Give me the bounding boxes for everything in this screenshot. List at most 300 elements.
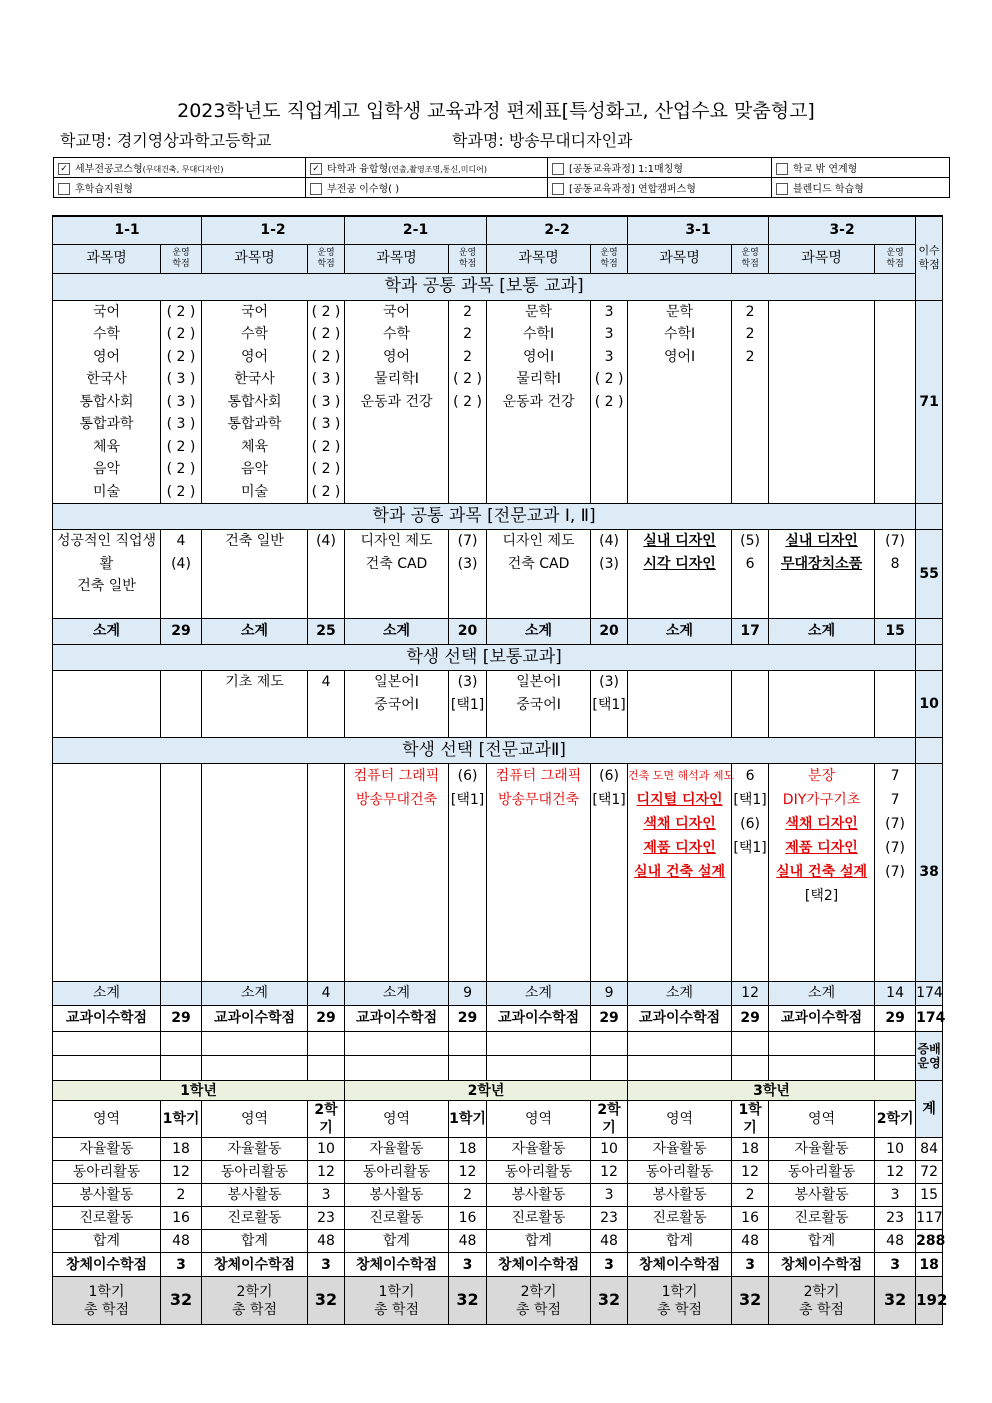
- option-cell: [54, 178, 306, 198]
- course-credit-label: 교과이수학점: [628, 1006, 732, 1032]
- activity-value: 10: [875, 1138, 916, 1161]
- year-header: 3학년: [628, 1081, 916, 1101]
- subtotal-label: 소계: [345, 982, 449, 1006]
- multiplied-operation-label: 증배 운영: [916, 1032, 943, 1081]
- subject-list: [628, 671, 732, 738]
- activity-name: 진로활동: [53, 1207, 161, 1230]
- creative-credit-label: 창체이수학점: [487, 1253, 591, 1277]
- semester-total-label: 1학기 총 학점: [628, 1277, 732, 1325]
- activity-name: 동아리활동: [487, 1161, 591, 1184]
- creative-credit-label: 창체이수학점: [769, 1253, 875, 1277]
- subject-list: [769, 764, 875, 982]
- subtotal-value: 9: [449, 982, 487, 1006]
- subtotal-value: 4: [308, 982, 345, 1006]
- blank-cell: [308, 1032, 345, 1056]
- blank-cell: [628, 1056, 732, 1081]
- blank-cell: [345, 1032, 449, 1056]
- blank-cell: [591, 1056, 628, 1081]
- option-cell: [306, 178, 548, 198]
- term-header: 1학기: [161, 1101, 202, 1138]
- area-header: 영역: [202, 1101, 308, 1138]
- credit-list: (5) 6: [732, 530, 769, 619]
- term-header: 2학기: [875, 1101, 916, 1138]
- activity-value: 16: [449, 1207, 487, 1230]
- term-header: 2학기: [591, 1101, 628, 1138]
- activity-value: 48: [591, 1230, 628, 1253]
- activity-name: 합계: [628, 1230, 732, 1253]
- blank-cell: [769, 1056, 875, 1081]
- empty-cell: [202, 764, 308, 982]
- activity-value: 10: [591, 1138, 628, 1161]
- section-elective-general: 학생 선택 [보통교과]: [53, 645, 916, 671]
- subject-col-header: 과목명: [487, 244, 591, 273]
- elective-subject: 제품 디자인: [643, 840, 716, 856]
- checkbox-icon[interactable]: [552, 163, 564, 175]
- subject-list: 기초 제도: [202, 671, 308, 738]
- subject-list: 컴퓨터 그래픽 방송무대건축: [487, 764, 591, 982]
- subtotal-label: 소계: [628, 982, 732, 1006]
- semester-total-value: 32: [308, 1277, 345, 1325]
- blank-cell: [732, 1032, 769, 1056]
- activity-value: 10: [308, 1138, 345, 1161]
- activity-name: 봉사활동: [53, 1184, 161, 1207]
- activity-name: 자율활동: [202, 1138, 308, 1161]
- subject-list: 국어 수학 영어 한국사 통합사회 통합과학 체육 음악 미술: [53, 300, 161, 504]
- course-credit-label: 교과이수학점: [769, 1006, 875, 1032]
- activity-name: 진로활동: [202, 1207, 308, 1230]
- activity-total: 15: [916, 1184, 943, 1207]
- creative-credit-label: 창체이수학점: [345, 1253, 449, 1277]
- blank-cell: [449, 1032, 487, 1056]
- subtotal-value: 9: [591, 982, 628, 1006]
- credit-col-header: 운영 학점: [161, 244, 202, 273]
- creative-credit-total: 18: [916, 1253, 943, 1277]
- activity-name: 합계: [345, 1230, 449, 1253]
- option-detail: (연출,촬영조명,통신,미디어): [388, 165, 488, 174]
- subtotal-label: 소계: [628, 619, 732, 645]
- activity-name: 자율활동: [345, 1138, 449, 1161]
- elective-credit: (7): [885, 816, 905, 832]
- checkbox-icon[interactable]: [58, 183, 70, 195]
- activity-value: 16: [732, 1207, 769, 1230]
- blank-cell: [916, 738, 943, 764]
- area-header: 영역: [769, 1101, 875, 1138]
- elective-credit: (7): [885, 840, 905, 856]
- elective-subject: 색채 디자인: [785, 816, 858, 832]
- credit-list: [161, 671, 202, 738]
- activity-name: 동아리활동: [202, 1161, 308, 1184]
- activity-value: 12: [449, 1161, 487, 1184]
- option-label: 세부전공코스형: [75, 164, 143, 175]
- activity-value: 12: [732, 1161, 769, 1184]
- activity-name: 합계: [53, 1230, 161, 1253]
- section-total: 10: [916, 671, 943, 738]
- option-cell: [548, 158, 772, 178]
- option-label: 부전공 이수형( ): [327, 184, 400, 195]
- activity-name: 자율활동: [53, 1138, 161, 1161]
- activity-value: 18: [449, 1138, 487, 1161]
- section-total: 38: [916, 764, 943, 982]
- elective-credit: 7: [890, 768, 900, 784]
- blank-cell: [591, 1032, 628, 1056]
- credit-list: ( 2 ) ( 2 ) ( 2 ) ( 3 ) ( 3 ) ( 3 ) ( 2 ) ( 2 ) ( 2 ): [161, 300, 202, 504]
- elective-credit: [택1]: [733, 792, 767, 808]
- grand-total: 192: [916, 1277, 943, 1325]
- activity-value: 16: [161, 1207, 202, 1230]
- semester-total-value: 32: [591, 1277, 628, 1325]
- subject-list: 문학 수학Ⅰ 영어Ⅰ 물리학Ⅰ 운동과 건강: [487, 300, 591, 504]
- subject-list: 실내 디자인 시각 디자인: [628, 530, 732, 619]
- checkbox-icon[interactable]: [776, 163, 788, 175]
- subtotal-total: 174: [916, 982, 943, 1006]
- semester-total-label: 1학기 총 학점: [53, 1277, 161, 1325]
- elective-subject: [택2]: [804, 888, 839, 904]
- elective-subject: 건축 도면 해석과 제도: [628, 769, 735, 782]
- subject-list: [53, 671, 161, 738]
- blank-cell: [161, 1032, 202, 1056]
- activity-name: 봉사활동: [628, 1184, 732, 1207]
- activity-value: 12: [161, 1161, 202, 1184]
- blank-cell: [161, 1056, 202, 1081]
- semester-total-value: 32: [732, 1277, 769, 1325]
- option-cell: [54, 158, 306, 178]
- activity-name: 봉사활동: [345, 1184, 449, 1207]
- credit-col-header: 운영 학점: [449, 244, 487, 273]
- area-header: 영역: [487, 1101, 591, 1138]
- semester-header: 2-1: [345, 216, 487, 244]
- course-credit-total: 174: [916, 1006, 943, 1032]
- checkbox-icon[interactable]: [776, 183, 788, 195]
- year-header: 1학년: [53, 1081, 345, 1101]
- semester-total-value: 32: [449, 1277, 487, 1325]
- section-common-general: 학과 공통 과목 [보통 교과]: [53, 273, 916, 300]
- option-cell: [772, 158, 950, 178]
- credit-list: (3) [택1]: [449, 671, 487, 738]
- elective-credit: (6): [740, 816, 760, 832]
- option-label: 블렌디드 학습형: [793, 184, 864, 195]
- semester-total-label: 2학기 총 학점: [487, 1277, 591, 1325]
- creative-credit-value: 3: [308, 1253, 345, 1277]
- activity-value: 48: [449, 1230, 487, 1253]
- subtotal-label: 소계: [769, 982, 875, 1006]
- area-header: 영역: [628, 1101, 732, 1138]
- credit-col-header: 운영 학점: [875, 244, 916, 273]
- page-title: 2023학년도 직업계고 입학생 교육과정 편제표[특성화고, 산업수요 맞춤형고]: [177, 100, 815, 122]
- credit-list: [732, 671, 769, 738]
- credit-list: (4): [308, 530, 345, 619]
- blank-cell: [732, 1056, 769, 1081]
- creative-credit-value: 3: [449, 1253, 487, 1277]
- blank-cell: [916, 645, 943, 671]
- elective-subject: 실내 건축 설계: [634, 864, 726, 880]
- activity-value: 2: [161, 1184, 202, 1207]
- option-table: [53, 157, 950, 198]
- blank-cell: [916, 619, 943, 645]
- option-label: 타학과 융합형: [327, 164, 389, 175]
- subject-list: [628, 764, 735, 982]
- blank-cell: [916, 504, 943, 530]
- subject-list: 디자인 제도 건축 CAD: [487, 530, 591, 619]
- section-elective-vocational: 학생 선택 [전문교과Ⅱ]: [53, 738, 916, 764]
- subtotal-value: 25: [308, 619, 345, 645]
- semester-header: 2-2: [487, 216, 628, 244]
- blank-cell: [769, 1032, 875, 1056]
- activity-name: 봉사활동: [202, 1184, 308, 1207]
- course-credit-value: 29: [591, 1006, 628, 1032]
- credit-list: (6) [택1]: [449, 764, 487, 982]
- course-credit-label: 교과이수학점: [487, 1006, 591, 1032]
- activity-value: 3: [308, 1184, 345, 1207]
- activity-value: 12: [591, 1161, 628, 1184]
- empty-cell: [308, 764, 345, 982]
- course-credit-value: 29: [732, 1006, 769, 1032]
- subject-list: 국어 수학 영어 물리학Ⅰ 운동과 건강: [345, 300, 449, 504]
- blank-cell: [875, 1056, 916, 1081]
- curriculum-table: [52, 215, 948, 1325]
- credit-list: 3 3 3 ( 2 ) ( 2 ): [591, 300, 628, 504]
- activity-value: 18: [161, 1138, 202, 1161]
- activity-value: 2: [732, 1184, 769, 1207]
- subtotal-label: 소계: [345, 619, 449, 645]
- subject-list: 컴퓨터 그래픽 방송무대건축: [345, 764, 449, 982]
- subject-list: 디자인 제도 건축 CAD: [345, 530, 449, 619]
- activity-value: 3: [875, 1184, 916, 1207]
- activity-value: 2: [449, 1184, 487, 1207]
- blank-cell: [345, 1056, 449, 1081]
- credit-col-header: 운영 학점: [732, 244, 769, 273]
- activity-name: 합계: [487, 1230, 591, 1253]
- creative-credit-label: 창체이수학점: [53, 1253, 161, 1277]
- subtotal-value: 14: [875, 982, 916, 1006]
- credit-list: 4: [308, 671, 345, 738]
- course-credit-label: 교과이수학점: [345, 1006, 449, 1032]
- subtotal-label: 소계: [487, 619, 591, 645]
- activity-value: 48: [732, 1230, 769, 1253]
- activity-total: 72: [916, 1161, 943, 1184]
- subject-list: 실내 디자인 무대장치소품: [769, 530, 875, 619]
- credit-list: 2 2 2 ( 2 ) ( 2 ): [449, 300, 487, 504]
- subject-col-header: 과목명: [345, 244, 449, 273]
- credit-list: (7) 8: [875, 530, 916, 619]
- credit-list: (4) (3): [591, 530, 628, 619]
- elective-subject: 색채 디자인: [643, 816, 716, 832]
- credit-list: [875, 764, 916, 982]
- area-header: 영역: [53, 1101, 161, 1138]
- creative-credit-value: 3: [591, 1253, 628, 1277]
- option-label: [공동교육과정] 연합캠퍼스형: [569, 184, 696, 195]
- subtotal-label: 소계: [53, 619, 161, 645]
- section-common-vocational: 학과 공통 과목 [전문교과 Ⅰ, Ⅱ]: [53, 504, 916, 530]
- option-cell: [306, 158, 548, 178]
- blank-cell: [875, 1032, 916, 1056]
- term-header: 2학기: [308, 1101, 345, 1138]
- activity-name: 봉사활동: [487, 1184, 591, 1207]
- activity-name: 동아리활동: [53, 1161, 161, 1184]
- activity-total: 288: [916, 1230, 943, 1253]
- activity-value: 23: [875, 1207, 916, 1230]
- semester-header: 3-1: [628, 216, 769, 244]
- subtotal-label: 소계: [202, 619, 308, 645]
- semester-total-value: 32: [161, 1277, 202, 1325]
- activity-value: 48: [308, 1230, 345, 1253]
- course-credit-value: 29: [449, 1006, 487, 1032]
- subtotal-value: 29: [161, 619, 202, 645]
- option-cell: [548, 178, 772, 198]
- subtotal-value: [161, 982, 202, 1006]
- option-label: [공동교육과정] 1:1매칭형: [569, 164, 684, 175]
- subject-list: 일본어Ⅰ 중국어Ⅰ: [345, 671, 449, 738]
- creative-credit-value: 3: [161, 1253, 202, 1277]
- blank-cell: [449, 1056, 487, 1081]
- subtotal-label: 소계: [53, 982, 161, 1006]
- activity-name: 합계: [769, 1230, 875, 1253]
- checkbox-icon[interactable]: ✓: [58, 163, 70, 175]
- year-header: 2학년: [345, 1081, 628, 1101]
- elective-subject: 분장: [808, 768, 836, 784]
- activity-name: 진로활동: [769, 1207, 875, 1230]
- elective-subject: 실내 건축 설계: [776, 864, 868, 880]
- option-cell: [772, 178, 950, 198]
- blank-cell: [487, 1056, 591, 1081]
- subject-col-header: 과목명: [202, 244, 308, 273]
- subject-list: 건축 일반: [202, 530, 308, 619]
- credit-list: [875, 671, 916, 738]
- subject-col-header: 과목명: [53, 244, 161, 273]
- semester-total-value: 32: [875, 1277, 916, 1325]
- semester-header: 1-2: [202, 216, 345, 244]
- semester-total-label: 1학기 총 학점: [345, 1277, 449, 1325]
- blank-cell: [202, 1056, 308, 1081]
- credit-list: ( 2 ) ( 2 ) ( 2 ) ( 3 ) ( 3 ) ( 3 ) ( 2 ) ( 2 ) ( 2 ): [308, 300, 345, 504]
- activity-name: 진로활동: [628, 1207, 732, 1230]
- section-total: 55: [916, 530, 943, 619]
- subject-list: 국어 수학 영어 한국사 통합사회 통합과학 체육 음악 미술: [202, 300, 308, 504]
- credit-list: (3) [택1]: [591, 671, 628, 738]
- blank-cell: [53, 1056, 161, 1081]
- activity-name: 봉사활동: [769, 1184, 875, 1207]
- checkbox-icon[interactable]: ✓: [310, 163, 322, 175]
- elective-subject: 제품 디자인: [785, 840, 858, 856]
- option-detail: (무대건축, 무대디자인): [142, 165, 224, 174]
- option-label: 학교 밖 연계형: [793, 164, 858, 175]
- section-total: 71: [916, 300, 943, 504]
- subtotal-value: 20: [591, 619, 628, 645]
- total-header: 계: [916, 1081, 943, 1138]
- department-name: 학과명: 방송무대디자인과: [452, 131, 633, 150]
- credit-col-header: 운영 학점: [591, 244, 628, 273]
- blank-cell: [308, 1056, 345, 1081]
- blank-cell: [53, 1032, 161, 1056]
- activity-name: 진로활동: [345, 1207, 449, 1230]
- checkbox-icon[interactable]: [310, 183, 322, 195]
- semester-header: 3-2: [769, 216, 916, 244]
- activity-name: 자율활동: [769, 1138, 875, 1161]
- creative-credit-value: 3: [875, 1253, 916, 1277]
- term-header: 1학기: [732, 1101, 769, 1138]
- blank-cell: [628, 1032, 732, 1056]
- subtotal-value: 17: [732, 619, 769, 645]
- credit-list: [732, 764, 769, 982]
- subject-col-header: 과목명: [769, 244, 875, 273]
- subtotal-value: 12: [732, 982, 769, 1006]
- total-credit-header: 이수 학점: [916, 216, 943, 300]
- credit-list: 4 (4): [161, 530, 202, 619]
- elective-credit: 6: [745, 768, 755, 784]
- credit-list: (7) (3): [449, 530, 487, 619]
- semester-total-label: 2학기 총 학점: [769, 1277, 875, 1325]
- subtotal-label: 소계: [769, 619, 875, 645]
- blank-cell: [487, 1032, 591, 1056]
- subject-list: 성공적인 직업생활 건축 일반: [53, 530, 161, 619]
- option-label: 후학습지원형: [75, 184, 133, 195]
- elective-credit: 7: [890, 792, 900, 808]
- activity-value: 48: [161, 1230, 202, 1253]
- elective-credit: [택1]: [733, 840, 767, 856]
- elective-subject: 디지털 디자인: [636, 792, 723, 808]
- activity-value: 18: [732, 1138, 769, 1161]
- semester-total-label: 2학기 총 학점: [202, 1277, 308, 1325]
- course-credit-value: 29: [875, 1006, 916, 1032]
- school-name: 학교명: 경기영상과학고등학교: [60, 131, 272, 150]
- activity-name: 동아리활동: [628, 1161, 732, 1184]
- empty-cell: [53, 764, 161, 982]
- credit-list: (6) [택1]: [591, 764, 628, 982]
- area-header: 영역: [345, 1101, 449, 1138]
- term-header: 1학기: [449, 1101, 487, 1138]
- semester-header: 1-1: [53, 216, 202, 244]
- credit-list: [875, 300, 916, 504]
- elective-subject: DIY가구기초: [782, 792, 861, 808]
- empty-cell: [161, 764, 202, 982]
- activity-total: 84: [916, 1138, 943, 1161]
- course-credit-label: 교과이수학점: [53, 1006, 161, 1032]
- activity-name: 자율활동: [487, 1138, 591, 1161]
- blank-cell: [202, 1032, 308, 1056]
- activity-value: 12: [875, 1161, 916, 1184]
- credit-col-header: 운영 학점: [308, 244, 345, 273]
- subtotal-value: 15: [875, 619, 916, 645]
- activity-value: 23: [308, 1207, 345, 1230]
- activity-value: 48: [875, 1230, 916, 1253]
- activity-name: 동아리활동: [345, 1161, 449, 1184]
- activity-name: 동아리활동: [769, 1161, 875, 1184]
- creative-credit-label: 창체이수학점: [628, 1253, 732, 1277]
- checkbox-icon[interactable]: [552, 183, 564, 195]
- activity-value: 23: [591, 1207, 628, 1230]
- subject-list: [769, 300, 875, 504]
- activity-total: 117: [916, 1207, 943, 1230]
- subtotal-label: 소계: [202, 982, 308, 1006]
- subtotal-label: 소계: [487, 982, 591, 1006]
- subtotal-value: 20: [449, 619, 487, 645]
- elective-credit: (7): [885, 864, 905, 880]
- subject-list: 일본어Ⅰ 중국어Ⅰ: [487, 671, 591, 738]
- activity-value: 3: [591, 1184, 628, 1207]
- activity-name: 진로활동: [487, 1207, 591, 1230]
- creative-credit-label: 창체이수학점: [202, 1253, 308, 1277]
- course-credit-value: 29: [308, 1006, 345, 1032]
- course-credit-label: 교과이수학점: [202, 1006, 308, 1032]
- subject-list: 문학 수학Ⅰ 영어Ⅰ: [628, 300, 732, 504]
- subject-col-header: 과목명: [628, 244, 732, 273]
- course-credit-value: 29: [161, 1006, 202, 1032]
- credit-list: 2 2 2: [732, 300, 769, 504]
- activity-name: 합계: [202, 1230, 308, 1253]
- subject-list: [769, 671, 875, 738]
- activity-name: 자율활동: [628, 1138, 732, 1161]
- activity-value: 12: [308, 1161, 345, 1184]
- creative-credit-value: 3: [732, 1253, 769, 1277]
